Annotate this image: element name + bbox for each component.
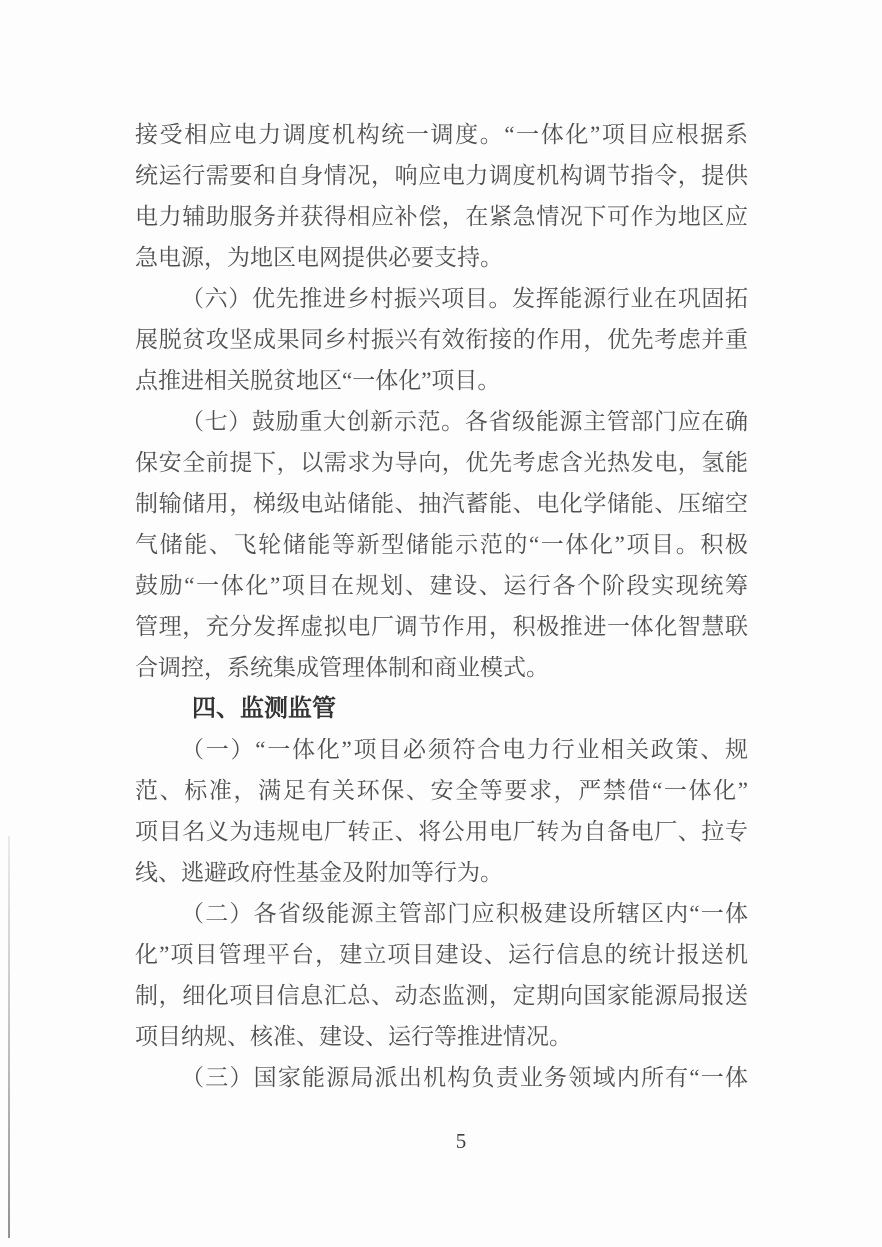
text-line: 统运行需要和自身情况，响应电力调度机构调节指令，提供	[135, 163, 748, 188]
text-line: 项目名义为违规电厂转正、将公用电厂转为自备电厂、拉专	[135, 819, 748, 844]
scan-artifact-line	[8, 836, 10, 1238]
text-line: 鼓励“一体化”项目在规划、建设、运行各个阶段实现统筹	[135, 573, 748, 598]
text-line: （一）“一体化”项目必须符合电力行业相关政策、规	[181, 737, 748, 762]
document-body-text	[135, 114, 748, 1098]
section-heading: 四、监测监管	[192, 695, 336, 722]
text-line: （二）各省级能源主管部门应积极建设所辖区内“一体	[181, 901, 748, 926]
text-line: 线、逃避政府性基金及附加等行为。	[135, 860, 503, 885]
text-line: 项目纳规、核准、建设、运行等推进情况。	[135, 1024, 572, 1049]
text-line: 接受相应电力调度机构统一调度。“一体化”项目应根据系	[135, 122, 748, 147]
text-line: 电力辅助服务并获得相应补偿，在紧急情况下可作为地区应	[135, 204, 748, 229]
text-line: （六）优先推进乡村振兴项目。发挥能源行业在巩固拓	[181, 286, 748, 311]
page-number: 5	[455, 1129, 467, 1153]
text-line: 制输储用，梯级电站储能、抽汽蓄能、电化学储能、压缩空	[135, 491, 748, 516]
text-line: 展脱贫攻坚成果同乡村振兴有效衔接的作用，优先考虑并重	[135, 327, 748, 352]
text-line: 管理，充分发挥虚拟电厂调节作用，积极推进一体化智慧联	[135, 614, 748, 639]
text-line: 化”项目管理平台，建立项目建设、运行信息的统计报送机	[135, 942, 748, 967]
text-line: 点推进相关脱贫地区“一体化”项目。	[135, 368, 501, 393]
text-line: 合调控，系统集成管理体制和商业模式。	[135, 655, 549, 680]
text-line: （七）鼓励重大创新示范。各省级能源主管部门应在确	[181, 409, 748, 434]
text-line: 急电源，为地区电网提供必要支持。	[135, 245, 503, 270]
text-line: 保安全前提下，以需求为导向，优先考虑含光热发电，氢能	[135, 450, 748, 475]
text-line: 制，细化项目信息汇总、动态监测，定期向国家能源局报送	[135, 983, 748, 1008]
text-line: 范、标准，满足有关环保、安全等要求，严禁借“一体化”	[135, 778, 748, 803]
text-line: 气储能、飞轮储能等新型储能示范的“一体化”项目。积极	[135, 532, 748, 557]
text-line: （三）国家能源局派出机构负责业务领域内所有“一体	[181, 1065, 748, 1090]
